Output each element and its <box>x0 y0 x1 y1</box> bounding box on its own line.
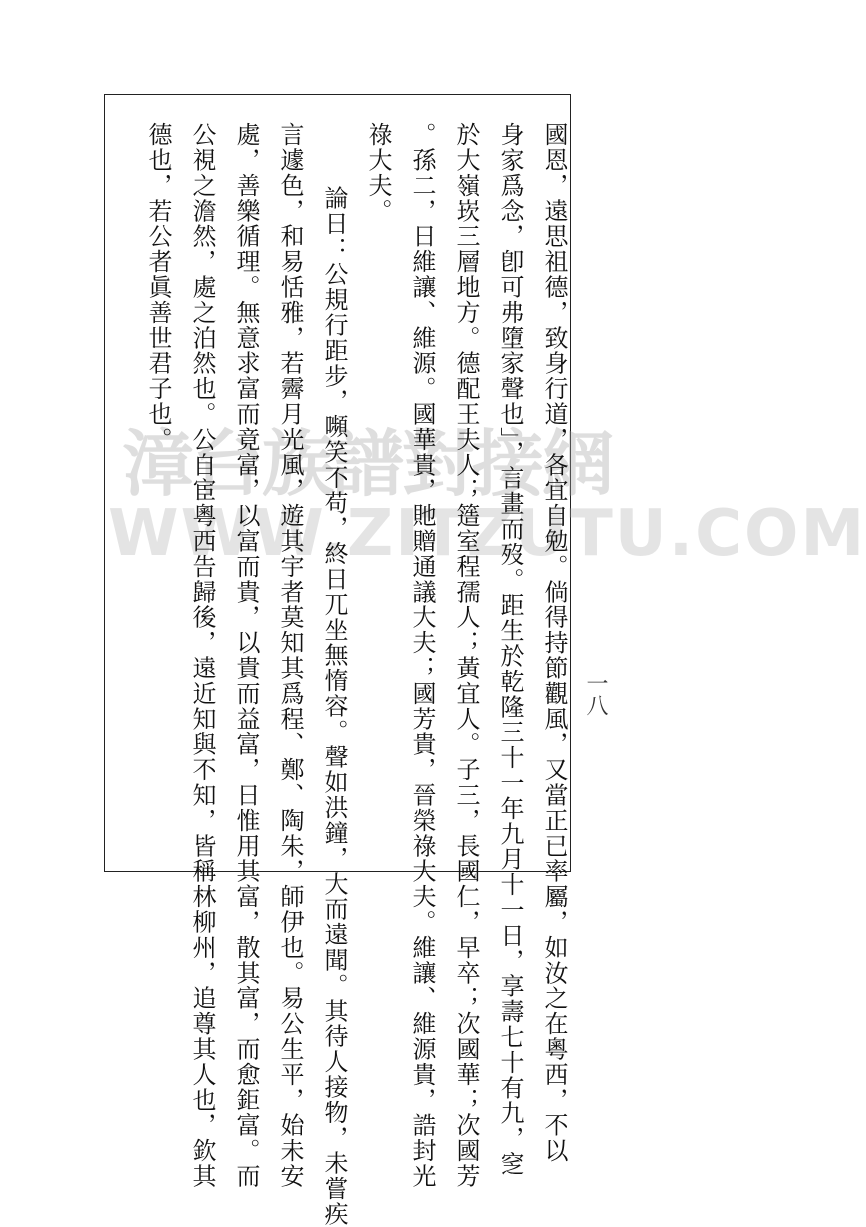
text-column-4: 。孫二，日維讓、維源。國華貴，貤贈通議大夫；國芳貴，晉榮祿大夫。維讓、維源貴，誥封光 <box>408 122 436 1189</box>
text-column-1: 國恩，遠思祖德，致身行道，各宜自勉。倘得持節觀風，又當正已率屬，如汝之在粵西，不以 <box>540 122 568 1164</box>
text-column-6: 論日：公規行距步，嚬笑不苟，終日兀坐無惰容。聲如洪鐘，大而遠聞。其待人接物，未嘗疾 <box>320 160 348 1227</box>
text-column-10: 德也，若公者眞善世君子也。 <box>144 122 172 453</box>
text-column-3: 於大嶺崁三層地方。德配王夫人；簉室程孺人；黃宜人。子三，長國仁，早卒；次國華；次國芳 <box>452 122 480 1189</box>
text-column-5: 祿大夫。 <box>364 122 392 224</box>
text-column-2: 身家爲念，卽可弗墮家聲也」，言畫而歿。距生於乾隆三十一年九月十一日，享壽七十有九，窆 <box>496 122 524 1177</box>
text-column-7: 言遽色，和易恬雅，若霽月光風，遊其宇者莫知其爲程、鄭、陶朱，師伊也。易公生平，始未安 <box>276 122 304 1189</box>
watermark-url: WWW.ZITZUTU.COM <box>108 497 866 571</box>
page-number: 一八 <box>583 672 608 716</box>
watermark-chinese: 漳台族譜對接網 <box>122 422 613 506</box>
text-column-8: 處，善樂循理。無意求富而竟富，以富而貴，以貴而益富，日惟用其富，散其富，而愈鉅富。而 <box>232 122 260 1189</box>
text-column-9: 公視之澹然，處之泊然也。公自宦粵西告歸後，遠近知與不知，皆稱林柳州，追尊其人也，欽其 <box>188 122 216 1189</box>
